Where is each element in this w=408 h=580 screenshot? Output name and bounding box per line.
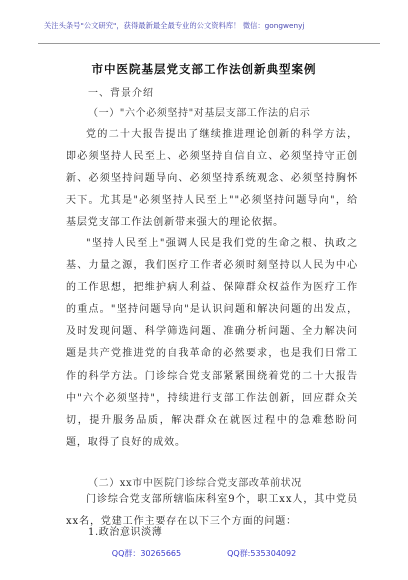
document-title: 市中医院基层党支部工作法创新典型案例 <box>91 62 317 76</box>
paragraph-1: 党的二十大报告提出了继续推进理论创新的科学方法，即必须坚持人民至上、必须坚持自信自立、必须坚持守正创新、必须坚持问题导向、必须坚持系统观念、必须坚持胸怀天下。尤其是"必须坚持人民至上""必须坚持问题导向"，给基层党支部工作法创新带来强大的理论依据。 <box>66 129 358 229</box>
header-notice: 关注头条号"公文研究"，获得最新最全最专业的公文资料库！ 微信：gongwenyj <box>44 21 305 30</box>
paragraph-3: 门诊综合党支部所辖临床科室9个，职工xx人，其中党员xx名，党建工作主要存在以下三个方面的问题： <box>66 494 358 528</box>
footer-qq-group-2: QQ群:535304092 <box>227 549 297 558</box>
footer <box>0 548 408 559</box>
header-divider <box>38 43 380 44</box>
section-1-heading: 一、背景介绍 <box>88 88 154 99</box>
subsection-1-heading: （一）"六个必须坚持"对基层支部工作法的启示 <box>88 108 311 119</box>
footer-qq-group-1: QQ群：30265665 <box>111 549 182 558</box>
paragraph-2: "坚持人民至上"强调人民是我们党的生命之根、执政之基、力量之源，我们医疗工作者必须时刻坚持以人民为中心的工作思想，把维护病人利益、保障群众权益作为医疗工作的重点。"坚持问题导向"是认识问题和解决问题的出发点，及时发现问题、科学筛选问题、准确分析问题、全力解决问题是共产党推进党的自我革命的必然要求，也是我们日常工作的科学方法。门诊综合党支部紧紧围绕着党的二十大报告中"六个必须坚持"，持续进行支部工作法创新，回应群众关切，提升服务品质，解决群众在就医过程中的急难愁盼问题，取得了良好的成效。 <box>66 238 358 448</box>
subsection-2-heading: （二）xx市中医院门诊综合党支部改革前状况 <box>88 478 302 489</box>
item-1-heading: 1.政治意识淡薄 <box>88 527 163 538</box>
